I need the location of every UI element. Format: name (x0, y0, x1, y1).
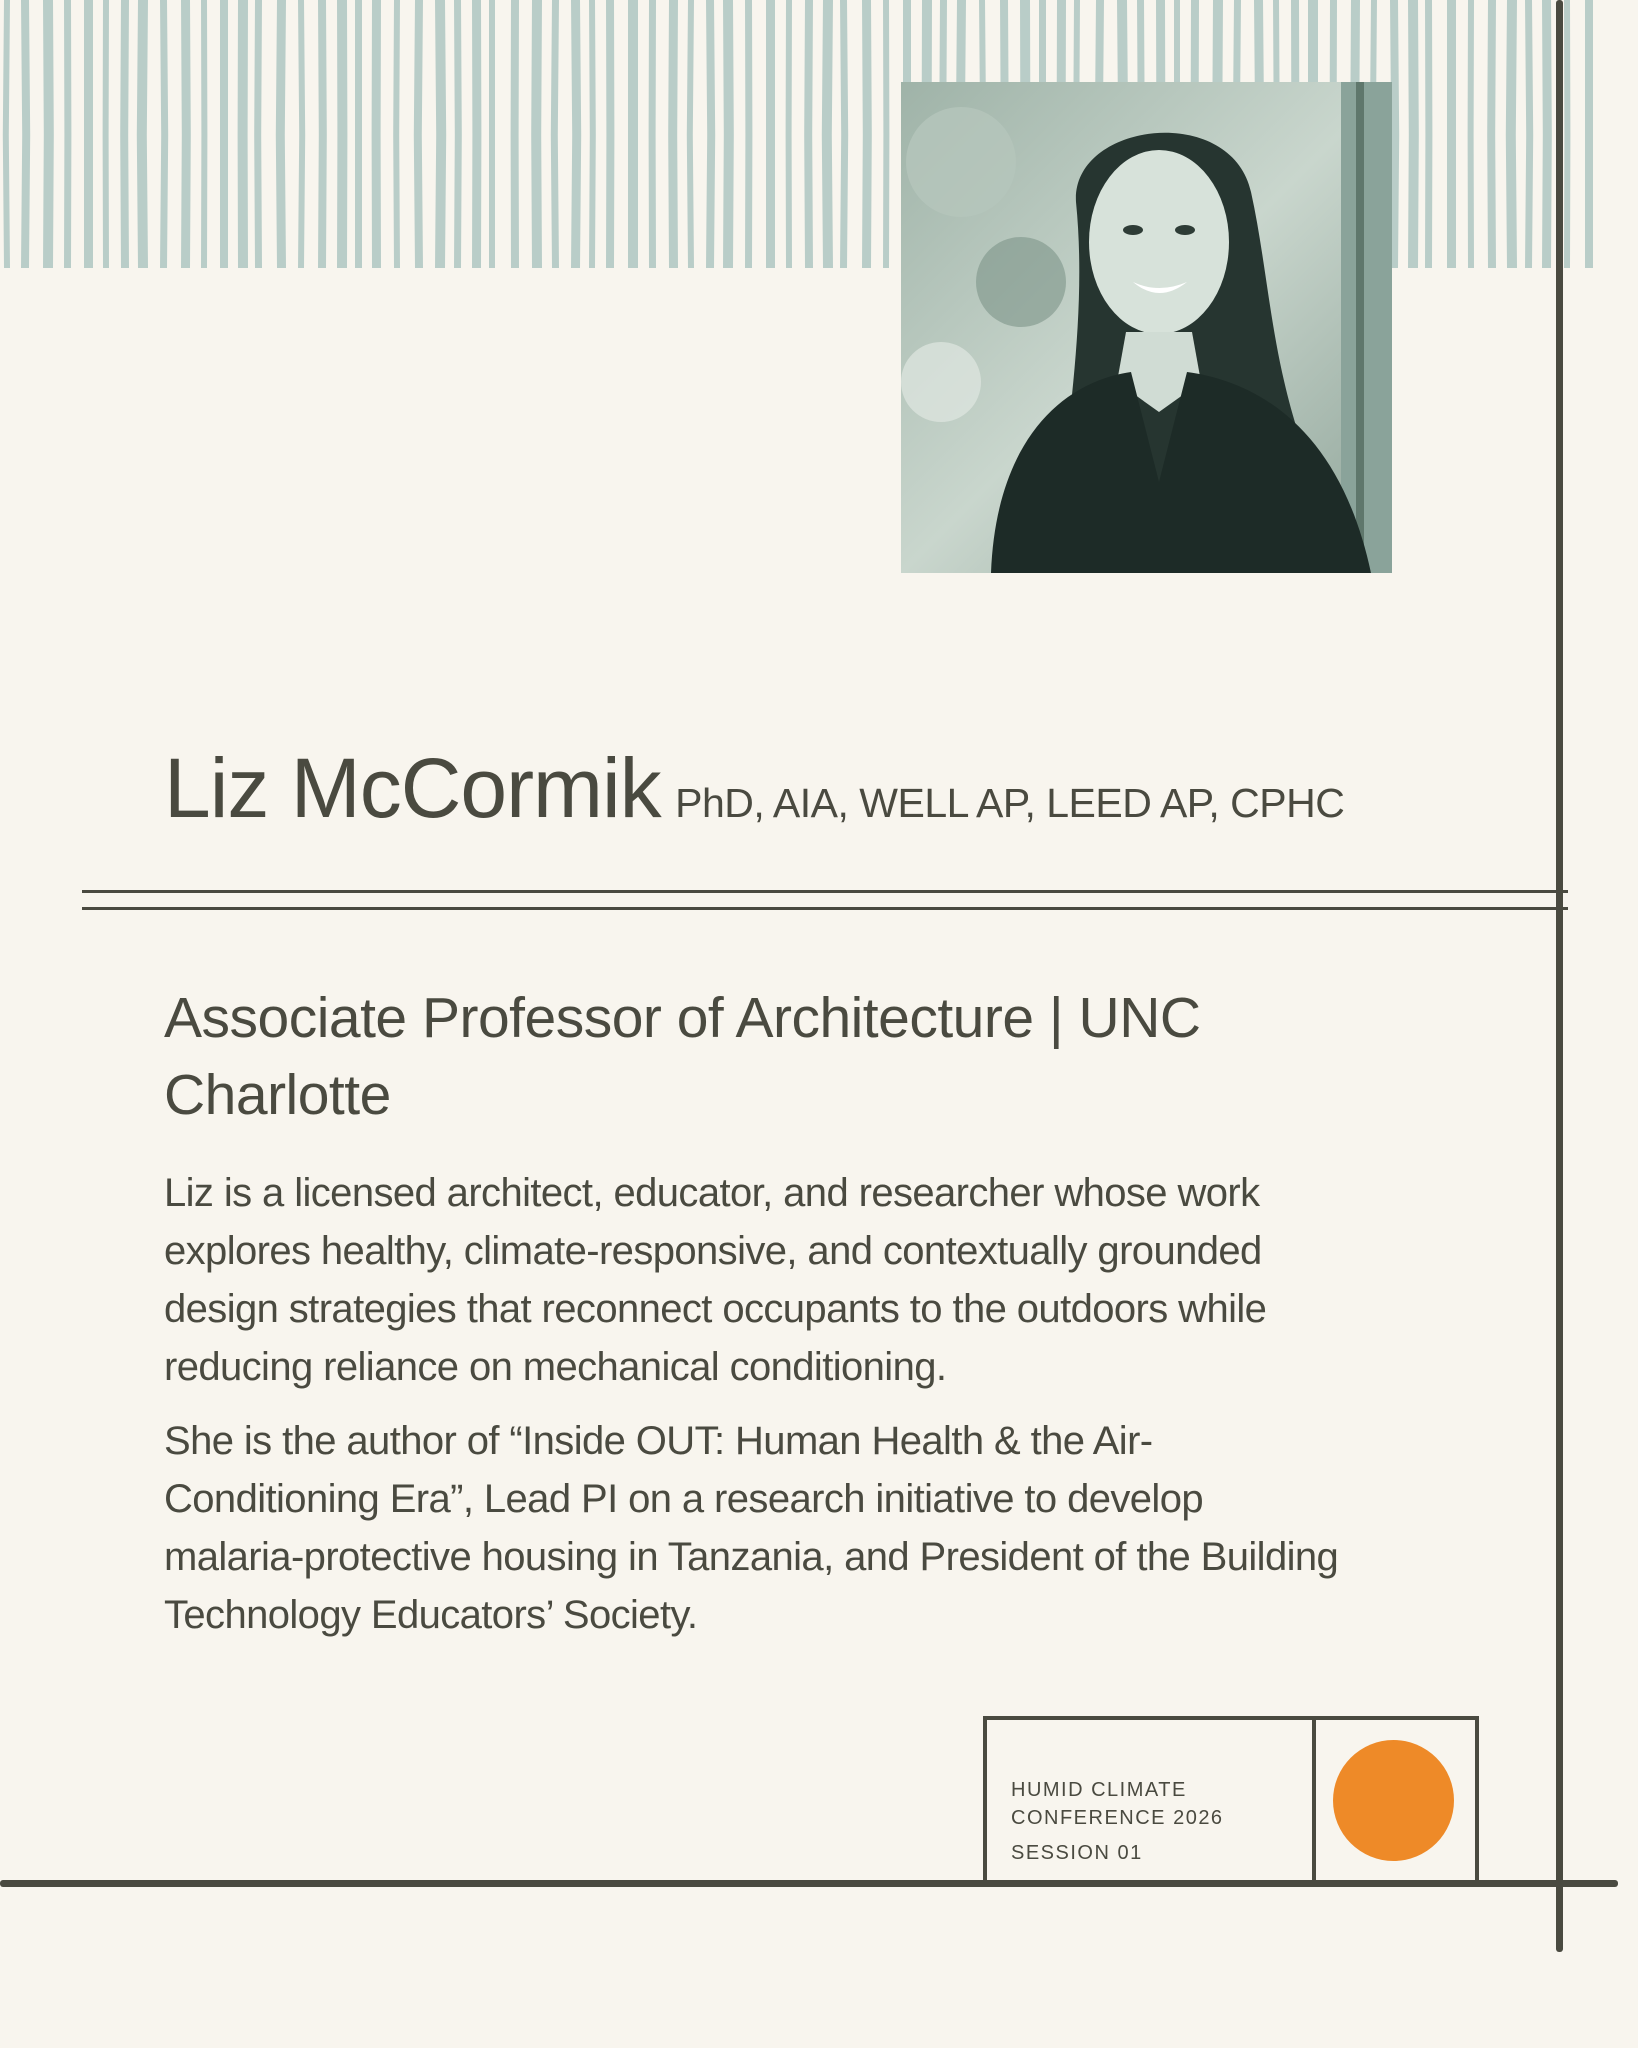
bio-paragraph: She is the author of “Inside OUT: Human Health & the Air-Conditioning Era”, Lead PI on a research initiative to develop malaria-protective housing in Tanzania, and President of the Building Technology Educators’ Society. (164, 1419, 1339, 1637)
speaker-job-title: Associate Professor of Architecture | UNC Charlotte (164, 986, 1201, 1127)
stripe (668, 0, 678, 268)
stripe (786, 0, 792, 268)
stripe (489, 0, 495, 268)
stripe (862, 0, 872, 268)
stripe (531, 0, 542, 268)
stripe (649, 0, 656, 268)
stripe (1447, 0, 1456, 268)
conference-name-line: HUMID CLIMATE (1011, 1779, 1187, 1801)
stripe (606, 0, 614, 268)
stripe (414, 0, 423, 268)
stripe (21, 0, 30, 268)
stripe (137, 0, 148, 268)
stripe (551, 0, 559, 268)
stripe (511, 0, 519, 268)
stripe (571, 0, 581, 268)
frame-vertical-line (1556, 0, 1563, 1952)
divider-rule (82, 907, 1568, 910)
stripe (883, 0, 889, 268)
stripe (766, 0, 775, 268)
stripe (393, 0, 400, 268)
stripe (84, 0, 93, 268)
stripe (3, 0, 10, 268)
bio-paragraph: Liz is a licensed architect, educator, and researcher whose work explores healthy, climate-responsive, and contextually grounded design strategies that reconnect occupants to the outdoors while reducing reliance on mechanical conditioning. (164, 1171, 1267, 1389)
stripe (1468, 0, 1474, 268)
stripe (181, 0, 191, 268)
stripe (355, 0, 362, 268)
stripe (160, 0, 168, 268)
speaker-photo (901, 82, 1392, 573)
session-label: SESSION 01 (1011, 1842, 1143, 1864)
stripe (1506, 0, 1517, 268)
divider-rule (82, 890, 1568, 893)
badge-divider (1312, 1720, 1316, 1884)
stripe (103, 0, 109, 268)
stripe (372, 0, 381, 268)
stripe (43, 0, 54, 268)
stripe (804, 0, 813, 268)
speaker-credentials: PhD, AIA, WELL AP, LEED AP, CPHC (675, 780, 1345, 826)
stripe (1487, 0, 1496, 268)
stripe (745, 0, 752, 268)
speaker-name: Liz McCormik (164, 741, 661, 835)
stripe (687, 0, 694, 268)
orange-circle (1333, 1740, 1454, 1861)
stripe (64, 0, 71, 268)
stripe (840, 0, 848, 268)
conference-name-line: CONFERENCE 2026 (1011, 1807, 1224, 1829)
stripe (1525, 0, 1533, 268)
stripe (1564, 0, 1570, 268)
conference-name (1011, 1776, 1224, 1832)
speaker-heading (164, 740, 1534, 837)
stripe (276, 0, 286, 268)
stripe (238, 0, 248, 268)
stripe (435, 0, 446, 268)
stripe (220, 0, 228, 268)
stripe (589, 0, 596, 268)
stripe (1425, 0, 1432, 268)
stripe (1408, 0, 1419, 268)
stripe (706, 0, 715, 268)
stripe (1585, 0, 1593, 268)
stripe (723, 0, 734, 268)
stripe (454, 0, 462, 268)
stripe (472, 0, 481, 268)
conference-badge (983, 1716, 1479, 1884)
stripe (337, 0, 347, 268)
stripe (120, 0, 129, 268)
stripe (822, 0, 833, 268)
stripe (201, 0, 207, 268)
stripe (298, 0, 305, 268)
stripe (628, 0, 638, 268)
stripe (1542, 0, 1552, 268)
stripe (318, 0, 327, 268)
stripe (254, 0, 262, 268)
